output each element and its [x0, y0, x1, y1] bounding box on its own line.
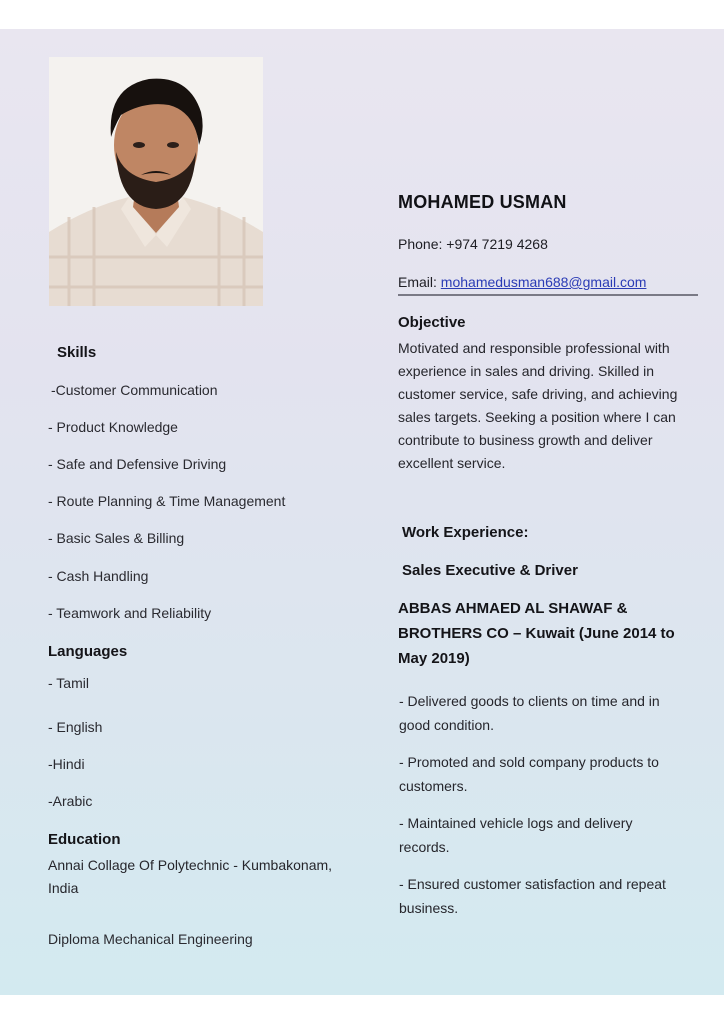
company-line: ABBAS AHMAED AL SHAWAF & BROTHERS CO – Kuwait (June 2014 to May 2019): [398, 600, 675, 667]
skill-item: - Teamwork and Reliability: [48, 605, 212, 621]
education-degree: Diploma Mechanical Engineering: [48, 931, 253, 947]
phone-line: Phone: +974 7219 4268: [398, 236, 548, 252]
objective-heading: Objective: [398, 314, 466, 331]
email-link[interactable]: mohamedusman688@gmail.com: [440, 274, 647, 290]
skill-item: - Basic Sales & Billing: [48, 530, 185, 546]
education-heading: Education: [48, 831, 121, 848]
work-heading: Work Experience:: [402, 524, 529, 541]
candidate-name: MOHAMED USMAN: [398, 192, 567, 212]
language-item: - English: [48, 719, 103, 735]
skill-item: -Customer Communication: [51, 382, 218, 398]
skill-item: - Product Knowledge: [48, 419, 178, 435]
education-school: Annai Collage Of Polytechnic - Kumbakonam, India: [48, 857, 333, 896]
language-item: -Arabic: [48, 793, 93, 809]
skill-item: - Cash Handling: [48, 568, 149, 584]
job-role: Sales Executive & Driver: [402, 562, 578, 579]
duty-item: - Ensured customer satisfaction and repeat business.: [399, 876, 666, 916]
language-item: -Hindi: [48, 756, 85, 772]
email-line: [398, 274, 646, 290]
duty-item: - Maintained vehicle logs and delivery records.: [399, 815, 633, 855]
header-divider: [398, 294, 698, 296]
skill-item: - Safe and Defensive Driving: [48, 456, 227, 472]
language-item: - Tamil: [48, 675, 89, 691]
profile-photo: [49, 57, 263, 306]
duty-item: - Promoted and sold company products to customers.: [399, 754, 659, 794]
objective-text: Motivated and responsible professional with experience in sales and driving. Skilled in customer service, safe driving, and achieving sales targets. Seeking a position where I can contribute to business growth and deliver excellent service.: [398, 340, 678, 471]
duty-item: - Delivered goods to clients on time and in good condition.: [399, 693, 660, 733]
languages-heading: Languages: [48, 643, 128, 660]
skills-heading: Skills: [57, 344, 97, 361]
email-label: Email:: [398, 274, 441, 290]
skill-item: - Route Planning & Time Management: [48, 493, 286, 509]
